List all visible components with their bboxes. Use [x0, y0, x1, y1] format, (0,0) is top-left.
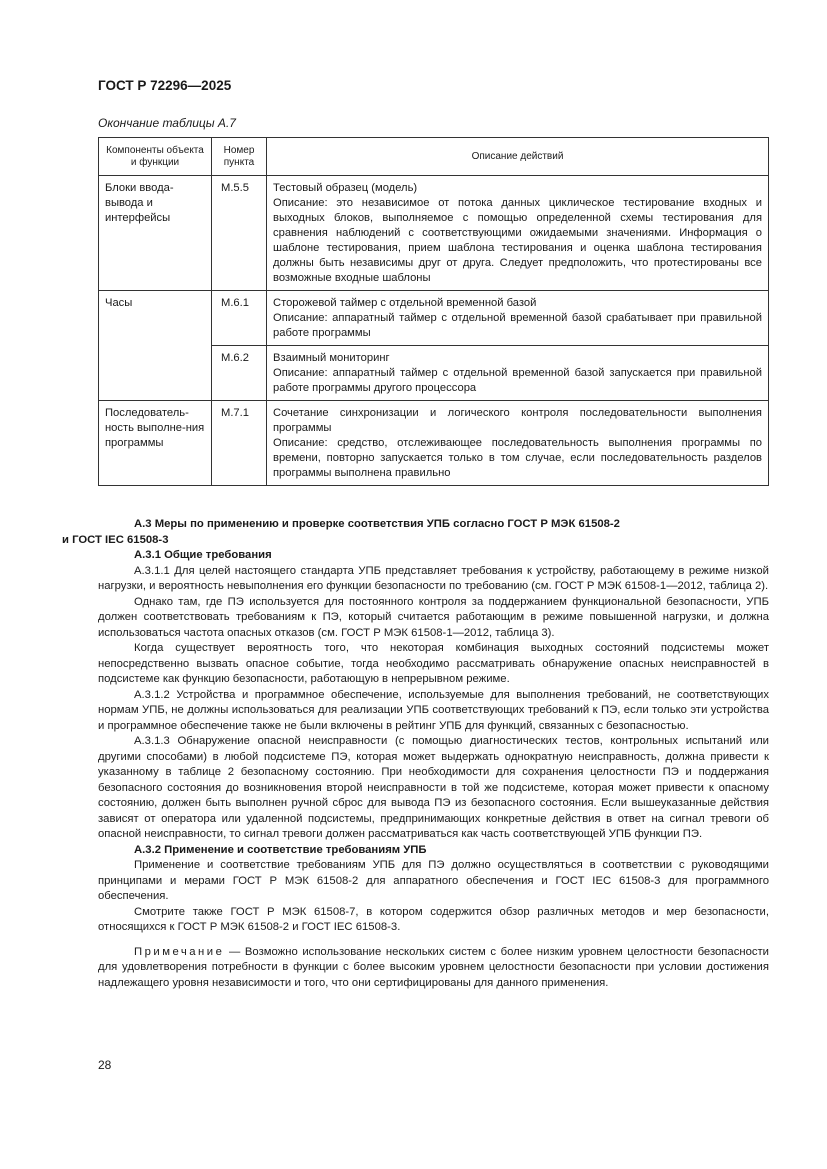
section-heading: А.3 Меры по применению и проверке соответствия УПБ согласно ГОСТ Р МЭК 61508-2 и ГОСТ IEC 61508-3 [62, 518, 620, 546]
header-components: Компоненты объекта и функции [99, 138, 212, 176]
paragraph: Однако там, где ПЭ используется для постоянного контроля за поддержанием функциональной безопасности, УПБ должен соответствовать требованиям к ПЭ, который считается работающим в режиме повышенной нагрузки, и должна использоваться частота опасных отказов (см. ГОСТ Р МЭК 61508-1—2012, таблица 3). [98, 595, 769, 639]
table-row [99, 291, 769, 346]
number-cell: М.6.1 [212, 291, 267, 346]
document-code: ГОСТ Р 72296—2025 [98, 78, 232, 93]
component-cell: Последователь-ность выполне-ния программы [99, 401, 212, 486]
paragraph: Когда существует вероятность того, что некоторая комбинация выходных состояний подсистемы может непосредственно вызвать опасное событие, тогда необходимо рассматривать обнаружение опасных неисправностей в подсистеме как функцию безопасности, работающую в непрерывном режиме. [98, 642, 769, 685]
subsection-heading-general: А.3.1 Общие требования [134, 549, 272, 561]
paragraph: А.3.1.2 Устройства и программное обеспечение, используемые для выполнения требований, не соответствующих нормам УПБ, не должны использоваться для реализации УПБ соответствующих требований к ПЭ, если только эти устройства и программное обеспечение также не были включены в рейтинг УПБ для функций, связанных с безопасностью. [98, 688, 769, 732]
paragraph: А.3.1.1 Для целей настоящего стандарта УПБ представляет требования к устройству, работающему в режиме низкой нагрузки, и вероятность невыполнения его функции безопасности по требованию (см. ГОСТ Р МЭК 61508-1—2012, таблица 2). [98, 564, 769, 592]
description-cell [267, 346, 769, 401]
table-caption: Окончание таблицы А.7 [98, 116, 236, 130]
number-cell: М.6.2 [212, 346, 267, 401]
description-title: Сочетание синхронизации и логического контроля последовательности выполнения программы [273, 407, 762, 434]
header-number: Номер пункта [212, 138, 267, 176]
actions-table [98, 137, 769, 486]
description-text: Описание: средство, отслеживающее последовательность выполнения программы по времени, повторно запускается только в том случае, если последовательность разделов программы выполнена правильно [273, 437, 762, 479]
description-text: Описание: аппаратный таймер с отдельной временной базой запускается при правильной работе программы другого процессора [273, 367, 762, 394]
description-title: Взаимный мониторинг [273, 352, 390, 364]
paragraph: А.3.1.3 Обнаружение опасной неисправности (с помощью диагностических тестов, контрольных испытаний или другими способами) в любой подсистеме ПЭ, которая может выдержать однократную неисправность, должна привести к указанному в таблице 2 безопасному состоянию. При необходимости для сохранения целостности ПЭ и поддержания безопасного состояния до возникновения второй неисправности в той же подсистеме, которая может привести к опасному состоянию, должен быть выполнен ручной сброс для вывода ПЭ из безопасного состояния. Если вышеуказанные действия зависят от оператора или удаленной подсистемы, предпринимающих конкретные действия в ответ на сигнал тревоги об опасной неисправности, то сигнал тревоги должен рассматриваться как часть соответствующей УПБ функции ПЭ. [98, 735, 769, 840]
description-cell [267, 401, 769, 486]
component-cell: Часы [99, 291, 212, 401]
number-cell: М.7.1 [212, 401, 267, 486]
description-title: Сторожевой таймер с отдельной временной базой [273, 297, 537, 309]
paragraph: Применение и соответствие требованиям УПБ для ПЭ должно осуществляться в соответствии с руководящими принципами и мерами ГОСТ Р МЭК 61508-2 для аппаратного обеспечения и ГОСТ IEC 61508-3 для программного обеспечения. [98, 859, 769, 902]
description-cell [267, 291, 769, 346]
number-cell: М.5.5 [212, 176, 267, 291]
note-label: Примечание [134, 945, 225, 958]
description-text: Описание: это независимое от потока данных циклическое тестирование входных и выходных блоков, выполняемое с помощью определенной схемы тестирования для сравнения наблюдений с соответствующими ожидаемыми значениями. Информация о шаблоне тестирования, прием шаблона тестирования и оценка шаблона тестирования должны быть независимы друг от друга. Следует предположить, что протестированы все возможные входные шаблоны [273, 197, 762, 284]
table-row [99, 176, 769, 291]
note-text: — Возможно использование нескольких систем с более низким уровнем целостности безопасности для удовлетворения потребности в функции с более высоким уровнем целостности безопасности при условии достижения надлежащего уровня независимости и того, что они сертифицированы для данного применения. [98, 945, 769, 989]
paragraph: Смотрите также ГОСТ Р МЭК 61508-7, в котором содержится обзор различных методов и мер безопасности, относящихся к ГОСТ Р МЭК 61508-2 и ГОСТ IEC 61508-3. [98, 905, 769, 933]
table-row [99, 401, 769, 486]
description-text: Описание: аппаратный таймер с отдельной временной базой срабатывает при правильной работе программы [273, 312, 762, 339]
description-cell [267, 176, 769, 291]
description-title: Тестовый образец (модель) [273, 182, 418, 194]
page-number: 28 [98, 1058, 112, 1072]
subsection-heading-application: А.3.2 Применение и соответствие требованиям УПБ [134, 843, 427, 856]
component-cell: Блоки ввода-вывода и интерфейсы [99, 176, 212, 291]
header-description: Описание действий [267, 138, 769, 176]
table-header-row [99, 138, 769, 176]
note [98, 945, 769, 992]
section-body [62, 517, 769, 991]
